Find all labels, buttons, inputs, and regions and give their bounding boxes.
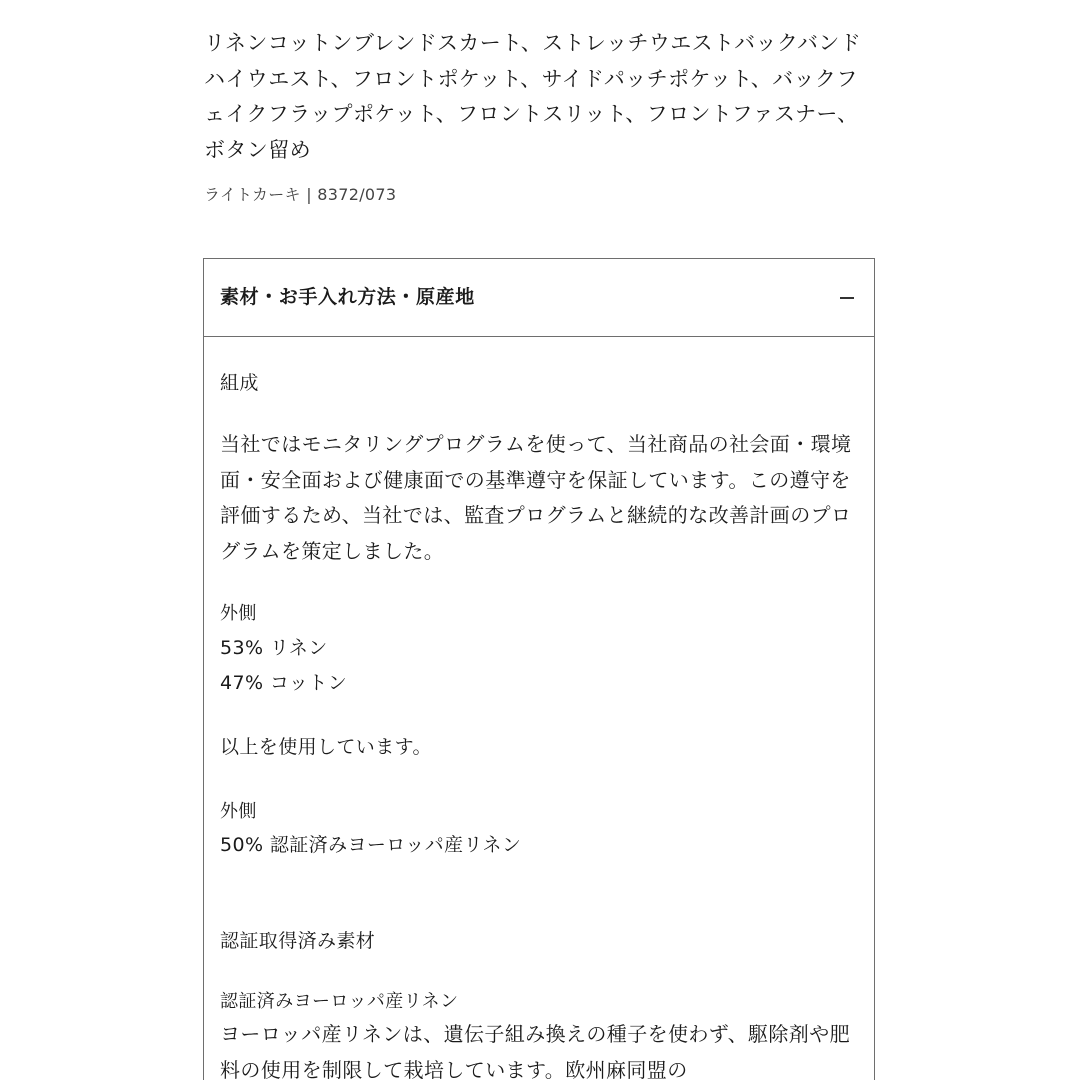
product-description: リネンコットンブレンドスカート、ストレッチウエストバックバンドハイウエスト、フロントポケット、サイドパッチポケット、バックフェイクフラップポケット、フロントスリット、フロントファスナー、ボタン留め: [204, 31, 862, 162]
outer-label: 外側: [220, 603, 257, 624]
composition-heading: 組成: [220, 372, 259, 394]
usage-text: 以上を使用しています。: [220, 736, 432, 758]
certified-heading: 認証取得済み素材: [220, 930, 376, 952]
outer-label: 外側: [220, 801, 257, 822]
material-line: 47% コットン: [220, 672, 348, 694]
material-line: 53% リネン: [220, 637, 328, 659]
certified-item-title: 認証済みヨーロッパ産リネン: [220, 991, 459, 1012]
monitoring-text: 当社ではモニタリングプログラムを使って、当社商品の社会面・環境面・安全面および健康面での基準遵守を保証しています。この遵守を評価するため、当社では、監査プログラムと継続的な改善計画のプログラムを策定しました。: [220, 432, 852, 563]
color-code: ライトカーキ | 8372/073: [204, 185, 397, 204]
materials-accordion: [203, 258, 875, 1080]
accordion-title: 素材・お手入れ方法・原産地: [220, 286, 475, 308]
material-line: 50% 認証済みヨーロッパ産リネン: [220, 834, 522, 856]
certified-item-text: ヨーロッパ産リネンは、遺伝子組み換えの種子を使わず、駆除剤や肥料の使用を制限して栽培しています。欧州麻同盟の: [220, 1022, 850, 1080]
accordion-header[interactable]: [204, 259, 874, 337]
collapse-icon[interactable]: [840, 297, 854, 299]
